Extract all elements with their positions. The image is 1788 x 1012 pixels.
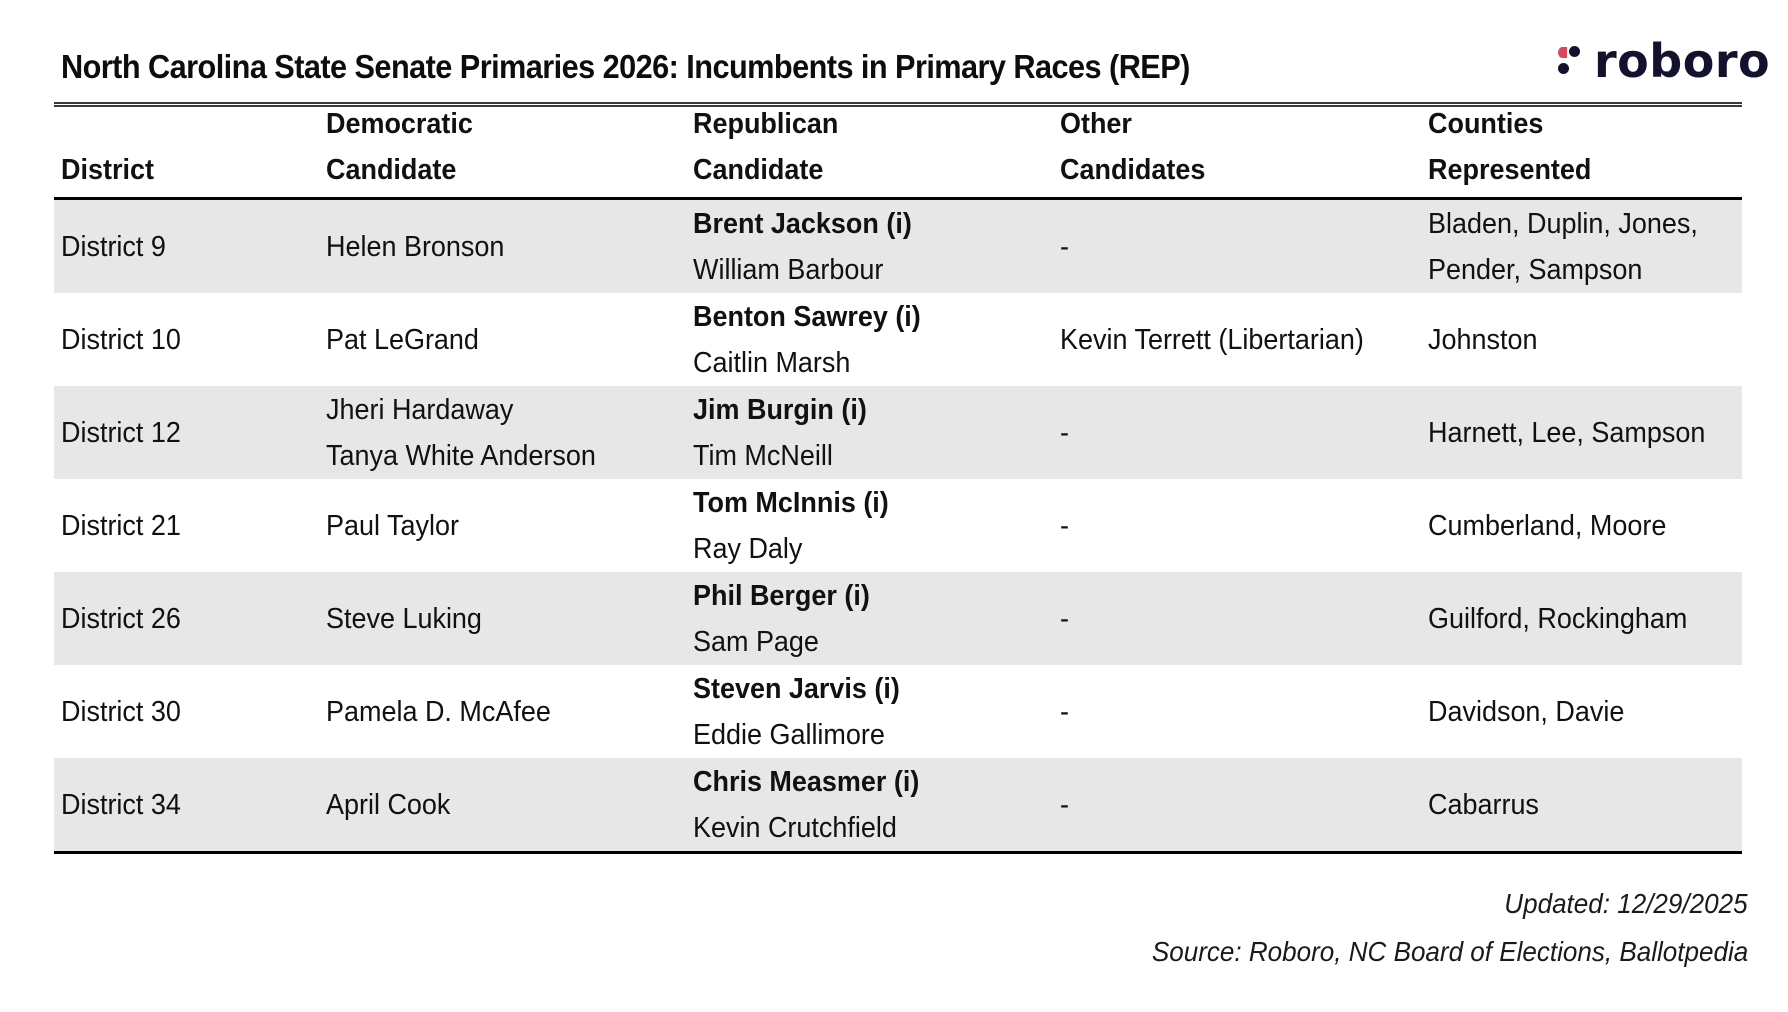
table-row [54,386,1742,479]
counties-cell: Guilford, Rockingham [1428,602,1688,635]
incumbent-name: Jim Burgin (i) [693,393,867,426]
column-header-counties-represented: Counties Represented [1428,108,1592,186]
other-candidates-cell: - [1060,602,1069,635]
counties-cell: Johnston [1428,323,1538,356]
democratic-candidate-cell: Helen Bronson [326,230,505,263]
counties-cell: Bladen, Duplin, Jones, Pender, Sampson [1428,207,1698,286]
column-header-republican-candidate: Republican Candidate [693,108,839,186]
column-header-district: District [61,154,154,186]
incumbent-name: Chris Measmer (i) [693,765,920,798]
other-candidates-cell: - [1060,509,1069,542]
other-candidates-cell: - [1060,695,1069,728]
incumbent-name: Tom McInnis (i) [693,486,889,519]
page-title: North Carolina State Senate Primaries 2026: Incumbents in Primary Races (REP) [61,48,1190,85]
district-cell: District 12 [61,416,181,449]
district-cell: District 21 [61,509,181,542]
roboro-logo [1556,34,1771,88]
logo-dots-icon [1556,43,1584,79]
republican-candidate-cell [693,572,883,665]
column-header-other-candidates: Other Candidates [1060,108,1206,186]
other-candidates-cell: - [1060,230,1069,263]
republican-candidate-cell [693,758,936,851]
logo-wordmark: roboro [1594,34,1771,88]
challenger-name: William Barbour [693,253,884,286]
democratic-candidate-cell: April Cook [326,788,451,821]
table-row [54,479,1742,572]
other-candidates-cell: Kevin Terrett (Libertarian) [1060,323,1364,356]
republican-candidate-cell [693,386,880,479]
district-cell: District 30 [61,695,181,728]
incumbent-name: Brent Jackson (i) [693,207,912,240]
table-row [54,572,1742,665]
district-cell: District 9 [61,230,166,263]
incumbents-table [54,102,1742,854]
incumbent-name: Benton Sawrey (i) [693,300,921,333]
challenger-name: Ray Daly [693,532,803,565]
column-header-democratic-candidate: Democratic Candidate [326,108,473,186]
counties-cell: Cabarrus [1428,788,1539,821]
democratic-candidate-cell: Pamela D. McAfee [326,695,551,728]
republican-candidate-cell [693,200,928,293]
table-row [54,758,1742,851]
table-row [54,665,1742,758]
republican-candidate-cell [693,665,915,758]
source-note: Source: Roboro, NC Board of Elections, Ballotpedia [1151,936,1748,967]
incumbent-name: Steven Jarvis (i) [693,672,900,705]
district-cell: District 34 [61,788,181,821]
counties-cell: Davidson, Davie [1428,695,1625,728]
counties-cell: Harnett, Lee, Sampson [1428,416,1706,449]
republican-candidate-cell [693,293,938,386]
table-row [54,293,1742,386]
democratic-candidate-cell: Jheri Hardaway Tanya White Anderson [326,393,596,472]
challenger-name: Tim McNeill [693,439,833,472]
challenger-name: Eddie Gallimore [693,718,885,751]
democratic-candidate-cell: Paul Taylor [326,509,459,542]
table-bottom-rule [54,851,1742,854]
democratic-candidate-cell: Steve Luking [326,602,482,635]
table-row [54,200,1742,293]
incumbent-name: Phil Berger (i) [693,579,870,612]
district-cell: District 10 [61,323,181,356]
republican-candidate-cell [693,479,904,572]
challenger-name: Caitlin Marsh [693,346,851,379]
other-candidates-cell: - [1060,416,1069,449]
challenger-name: Sam Page [693,625,819,658]
updated-date: Updated: 12/29/2025 [1504,888,1748,919]
other-candidates-cell: - [1060,788,1069,821]
counties-cell: Cumberland, Moore [1428,509,1667,542]
challenger-name: Kevin Crutchfield [693,811,897,844]
table-header [54,107,1742,200]
district-cell: District 26 [61,602,181,635]
democratic-candidate-cell: Pat LeGrand [326,323,479,356]
